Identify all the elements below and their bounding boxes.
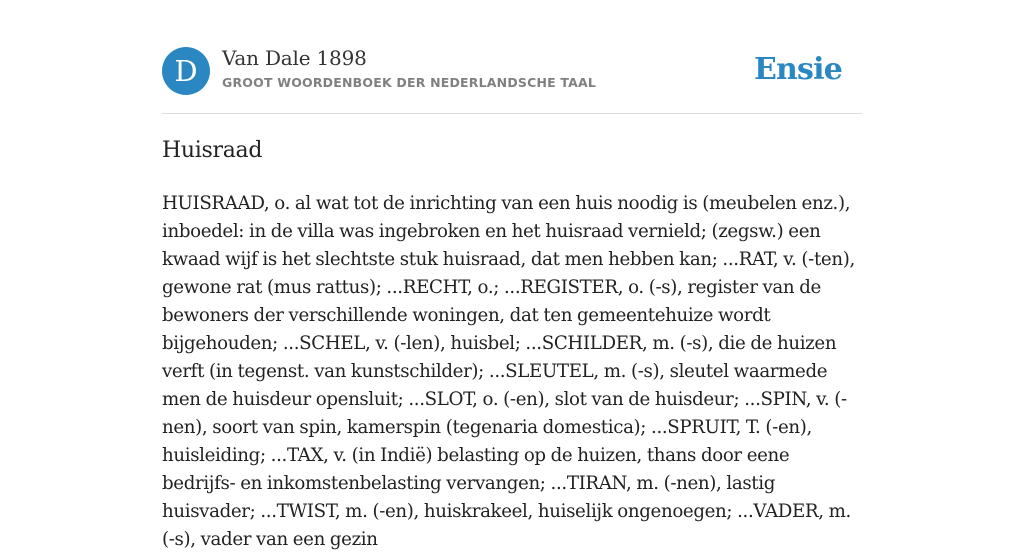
ensie-logo[interactable]: Ensie [753, 52, 842, 87]
header-divider [162, 113, 862, 114]
site-header [162, 46, 862, 96]
entry-body: HUISRAAD, o. al wat tot de inrichting van een huis noodig is (meubelen enz.), inboedel: in de villa was ingebroken en het huisraad vernield; (zegsw.) een kwaad wijf is het slechtste stuk huisraad, dat men hebben kan; ...RAT, v. (-ten), gewone rat (mus rattus); ...RECHT, o.; ...REGISTER, o. (-s), register van de bewoners der verschillende woningen, dat ten gemeentehuize wordt bijgehouden; ...SCHEL, v. (-len), huisbel; ...SCHILDER, m. (-s), die de huizen verft (in tegenst. van kunstschilder); ...SLEUTEL, m. (-s), sleutel waarmede men de huisdeur opensluit; ...SLOT, o. (-en), slot van de huisdeur; ...SPIN, v. (-nen), soort van spin, kamerspin (tegenaria domestica); ...SPRUIT, T. (-en), huisleiding; ...TAX, v. (in Indië) belasting op de huizen, thans door eene bedrijfs- en inkomstenbelasting vervangen; ...TIRAN, m. (-nen), lastig huisvader; ...TWIST, m. (-en), huiskrakeel, huiselijk ongenoegen; ...VADER, m. (-s), vader van een gezin [162, 193, 855, 550]
book-logo[interactable]: D [162, 47, 210, 95]
book-title[interactable]: Van Dale 1898 [222, 46, 367, 70]
entry-title: Huisraad [162, 138, 263, 163]
book-subtitle: GROOT WOORDENBOEK DER NEDERLANDSCHE TAAL [222, 75, 597, 90]
